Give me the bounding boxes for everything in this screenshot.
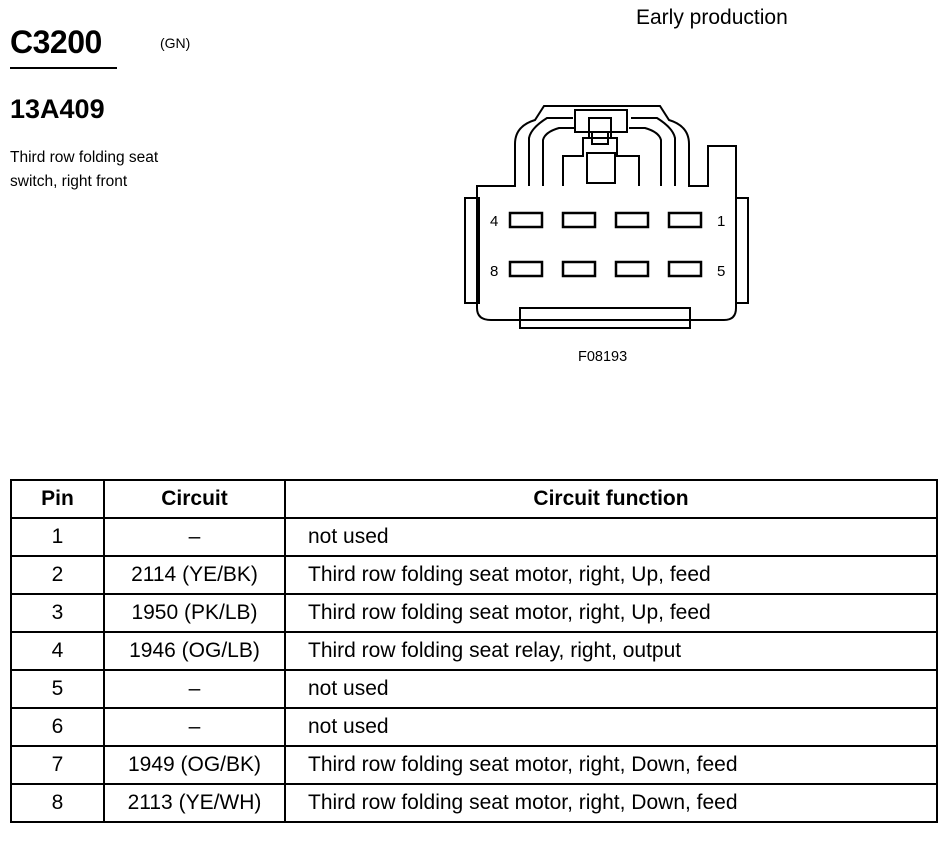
circuit-cell: 1946 (OG/LB) (104, 632, 285, 670)
pin-cell: 2 (11, 556, 104, 594)
pin-cavity-4 (510, 213, 542, 227)
pin-cavity-8 (510, 262, 542, 276)
circuit-cell: 2114 (YE/BK) (104, 556, 285, 594)
pin-cavity-5 (669, 262, 701, 276)
pin-table (10, 479, 938, 823)
pin-label-1: 1 (717, 213, 726, 230)
table-row (11, 518, 937, 556)
function-cell: not used (285, 518, 937, 556)
table-row (11, 746, 937, 784)
connector-face-diagram (455, 98, 755, 338)
connector-bottom-tab (520, 308, 690, 328)
function-cell: Third row folding seat motor, right, Up, feed (285, 556, 937, 594)
pin-cavity-3 (563, 213, 595, 227)
header-circuit: Circuit (104, 480, 285, 518)
pin-cavity-2 (616, 213, 648, 227)
function-cell: Third row folding seat motor, right, Down, feed (285, 746, 937, 784)
table-row (11, 784, 937, 822)
pin-cavity-1 (669, 213, 701, 227)
production-variant: Early production (636, 6, 788, 29)
table-row (11, 594, 937, 632)
pin-cavity-6 (616, 262, 648, 276)
table-header-row (11, 480, 937, 518)
pin-cavities (510, 213, 701, 276)
pin-label-8: 8 (490, 263, 499, 280)
figure-id: F08193 (578, 349, 628, 365)
pin-cell: 4 (11, 632, 104, 670)
pin-cell: 5 (11, 670, 104, 708)
part-number: 13A409 (10, 94, 105, 124)
circuit-cell: – (104, 518, 285, 556)
circuit-cell: 1949 (OG/BK) (104, 746, 285, 784)
connector-right-latch (629, 118, 675, 186)
pin-label-5: 5 (717, 263, 726, 280)
function-cell: Third row folding seat motor, right, Down, feed (285, 784, 937, 822)
connector-color-code: (GN) (160, 35, 191, 51)
function-cell: Third row folding seat relay, right, output (285, 632, 937, 670)
function-cell: not used (285, 670, 937, 708)
connector-description: Third row folding seat switch, right front (10, 149, 159, 190)
circuit-cell: – (104, 670, 285, 708)
circuit-cell: 1950 (PK/LB) (104, 594, 285, 632)
header-circuit-function: Circuit function (285, 480, 937, 518)
circuit-cell: 2113 (YE/WH) (104, 784, 285, 822)
locking-tab (575, 110, 627, 132)
pin-cavity-7 (563, 262, 595, 276)
pin-cell: 6 (11, 708, 104, 746)
table-row (11, 670, 937, 708)
connector-id-underline (10, 67, 117, 69)
function-cell: not used (285, 708, 937, 746)
connector-left-latch (529, 118, 575, 186)
connector-id: C3200 (10, 24, 102, 60)
pin-cell: 3 (11, 594, 104, 632)
function-cell: Third row folding seat motor, right, Up, feed (285, 594, 937, 632)
locking-window (587, 153, 615, 183)
connector-right-flange (736, 198, 748, 303)
header-pin: Pin (11, 480, 104, 518)
table-row (11, 632, 937, 670)
pin-cell: 8 (11, 784, 104, 822)
pin-label-4: 4 (490, 213, 499, 230)
pin-cell: 7 (11, 746, 104, 784)
pin-cell: 1 (11, 518, 104, 556)
locking-ramp (563, 138, 639, 186)
table-row (11, 708, 937, 746)
circuit-cell: – (104, 708, 285, 746)
table-row (11, 556, 937, 594)
